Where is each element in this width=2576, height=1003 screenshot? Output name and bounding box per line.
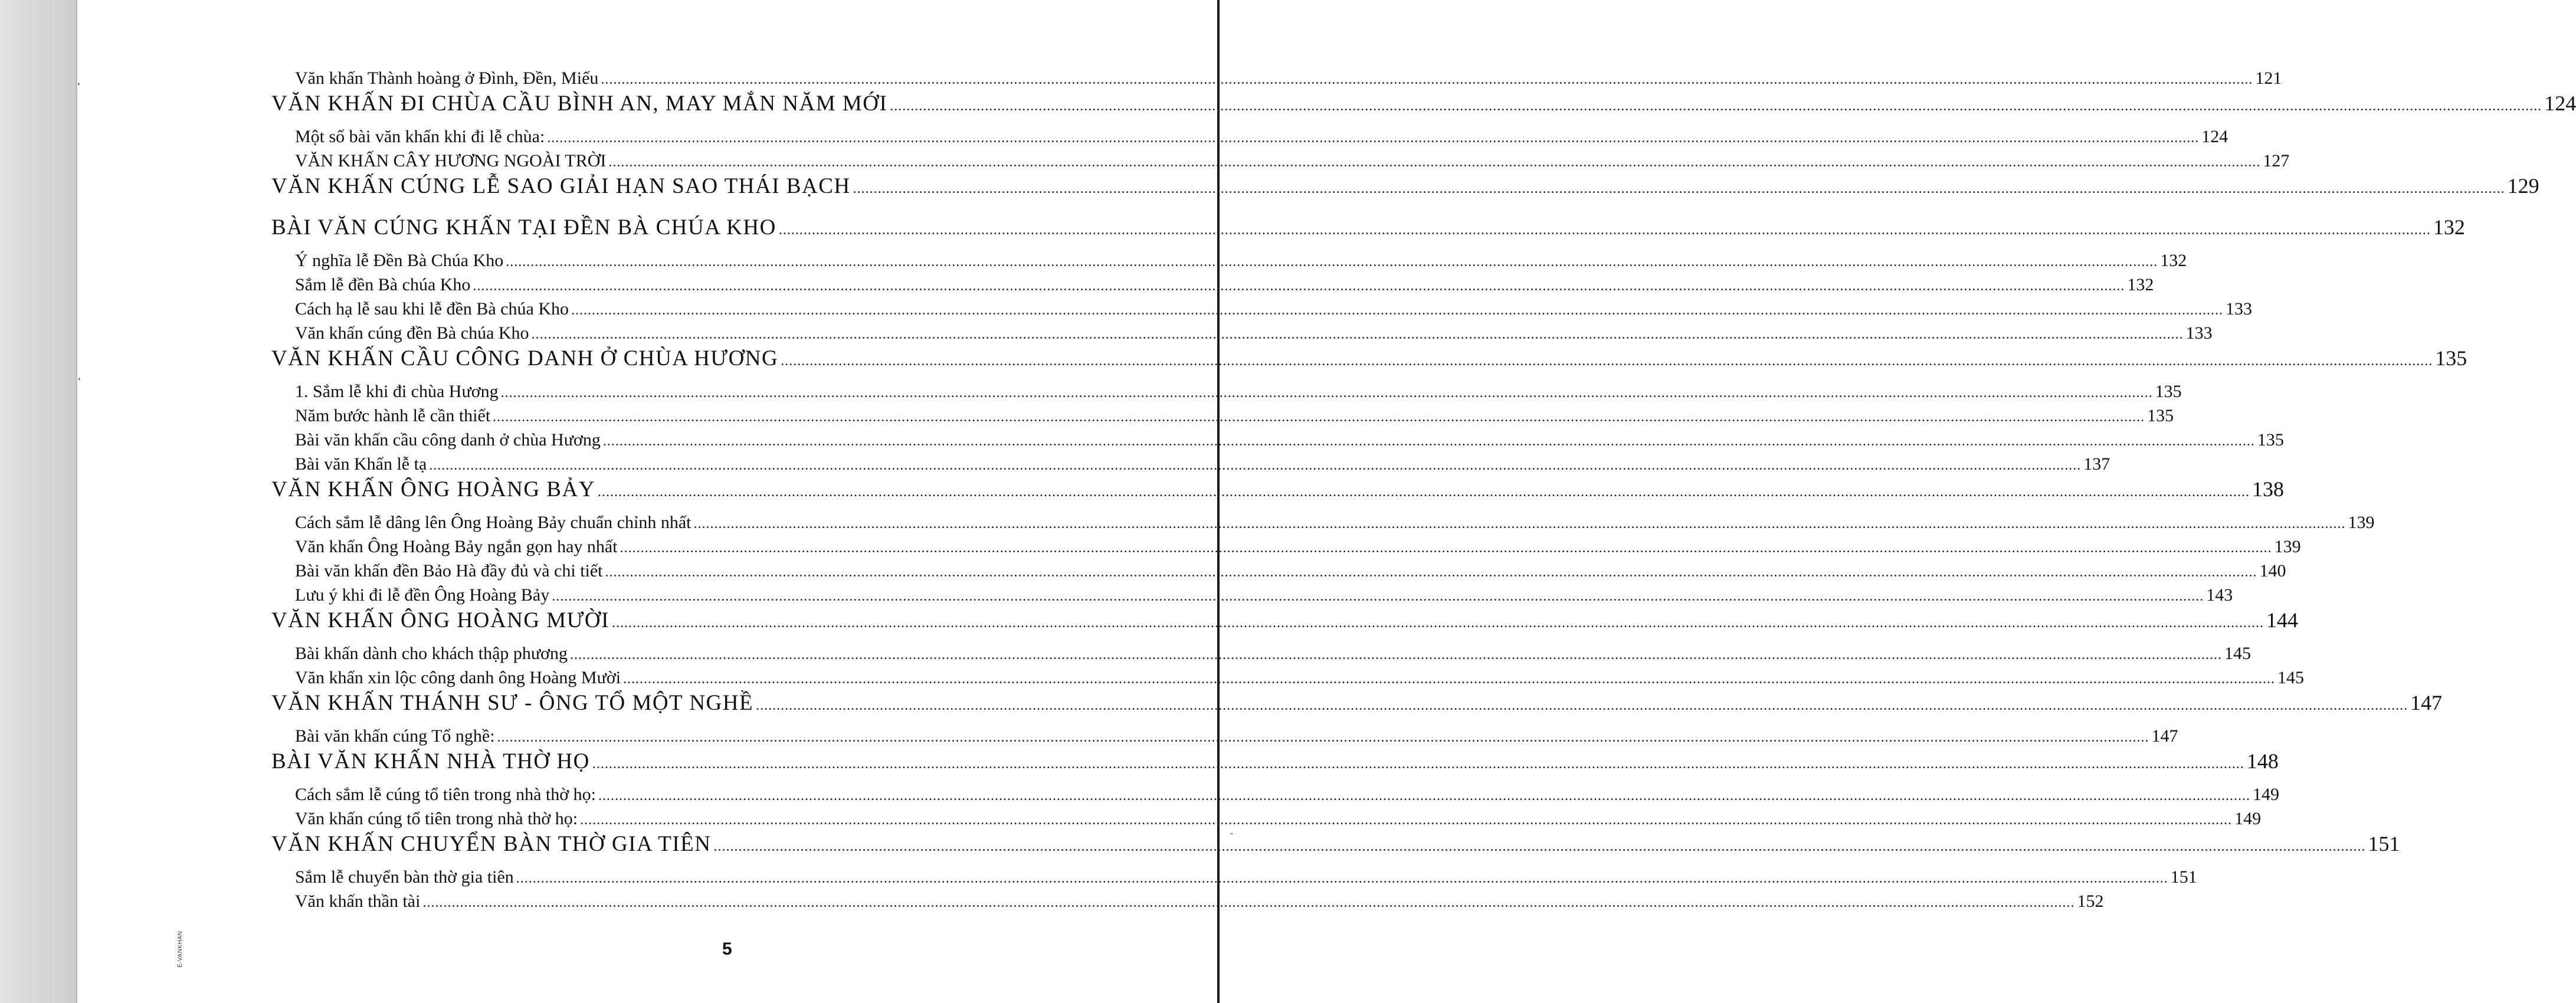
toc-entry-title: VĂN KHẤN CÂY HƯƠNG NGOÀI TRỜI	[295, 151, 607, 171]
toc-page-number: 140	[2259, 561, 2286, 581]
toc-page-number: 151	[2170, 867, 2197, 887]
dot-leader: ................................................................................................................................................................................................................................................................................................................................................................................................................	[516, 871, 2168, 886]
toc-page-number: 143	[2206, 585, 2233, 605]
toc-entry-title: Bài văn khấn cúng Tổ nghề:	[295, 726, 495, 746]
toc-subentry[interactable]	[271, 583, 2233, 607]
toc-section-entry[interactable]	[271, 607, 2298, 633]
toc-entry-title: Văn khấn Ông Hoàng Bảy ngắn gọn hay nhất	[295, 537, 618, 556]
toc-page-number: 121	[2255, 68, 2282, 88]
page-number: 5	[722, 939, 732, 959]
toc-subentry[interactable]	[271, 248, 2187, 273]
toc-section-entry[interactable]	[271, 345, 2467, 371]
toc-subentry[interactable]	[271, 321, 2213, 345]
toc-entry-title: 1. Sắm lễ khi đi chùa Hương	[295, 382, 499, 401]
toc-entry-title: VĂN KHẤN THÁNH SƯ - ÔNG TỔ MỘT NGHỀ	[271, 691, 754, 715]
dot-leader: ................................................................................................................................................................................................................................................................................................................................................................................................................	[547, 130, 2200, 146]
toc-entry-title: Bài văn khấn cầu công danh ở chùa Hương	[295, 430, 601, 450]
toc-subentry[interactable]	[271, 807, 2262, 831]
toc-entry-title: Văn khấn xin lộc công danh ông Hoàng Mười	[295, 668, 621, 687]
toc-entry-title: Bài khấn dành cho khách thập phương	[295, 644, 568, 663]
dot-leader: ................................................................................................................................................................................................................................................................................................................................................................................................................	[853, 181, 2505, 196]
dot-leader: ................................................................................................................................................................................................................................................................................................................................................................................................................	[693, 516, 2346, 532]
dot-leader: ................................................................................................................................................................................................................................................................................................................................................................................................................	[493, 409, 2145, 425]
toc-entry-title: Cách sắm lễ dâng lên Ông Hoàng Bảy chuẩn chỉnh nhất	[295, 513, 691, 532]
toc-subentry[interactable]	[271, 404, 2174, 428]
dot-leader: ................................................................................................................................................................................................................................................................................................................................................................................................................	[781, 353, 2433, 369]
toc-entry-title: Một số bài văn khấn khi đi lễ chùa:	[295, 127, 545, 146]
toc-subentry[interactable]	[271, 428, 2284, 452]
toc-page-number: 152	[2077, 891, 2104, 911]
toc-entry-title: Văn khấn Thành hoàng ở Đình, Đền, Miếu	[295, 68, 599, 88]
binding-edge	[76, 0, 77, 1003]
toc-section-entry[interactable]	[271, 214, 2465, 240]
dot-leader: ................................................................................................................................................................................................................................................................................................................................................................................................................	[571, 303, 2224, 318]
toc-subentry[interactable]	[271, 666, 2305, 690]
toc-subentry[interactable]	[271, 273, 2154, 297]
toc-page-number: 124	[2544, 91, 2576, 115]
dot-leader: ................................................................................................................................................................................................................................................................................................................................................................................................................	[602, 434, 2255, 449]
dot-leader: ................................................................................................................................................................................................................................................................................................................................................................................................................	[473, 278, 2125, 294]
toc-entry-title: Văn khấn cúng tổ tiên trong nhà thờ họ:	[295, 809, 578, 828]
toc-page-number: 149	[2252, 785, 2279, 804]
toc-subentry[interactable]	[271, 66, 2282, 90]
toc-page-number: 145	[2224, 644, 2251, 663]
toc-page-number: 151	[2368, 832, 2400, 856]
toc-subentry[interactable]	[271, 297, 2253, 321]
toc-entry-title: VĂN KHẤN CHUYỂN BÀN THỜ GIA TIÊN	[271, 832, 712, 856]
table-of-contents	[271, 66, 2576, 913]
toc-entry-title: VĂN KHẤN ÔNG HOÀNG MƯỜI	[271, 608, 609, 632]
dot-leader: ................................................................................................................................................................................................................................................................................................................................................................................................................	[570, 647, 2223, 663]
toc-entry-title: BÀI VĂN CÚNG KHẤN TẠI ĐỀN BÀ CHÚA KHO	[271, 215, 776, 240]
dot-leader: ................................................................................................................................................................................................................................................................................................................................................................................................................	[623, 671, 2276, 687]
dot-leader: ................................................................................................................................................................................................................................................................................................................................................................................................................	[506, 254, 2158, 270]
dot-leader: ................................................................................................................................................................................................................................................................................................................................................................................................................	[713, 839, 2366, 854]
toc-page-number: 124	[2201, 127, 2228, 146]
spine-tag: E-VANKHAN	[177, 930, 183, 968]
toc-subentry[interactable]	[271, 724, 2178, 748]
toc-page-number: 135	[2155, 382, 2182, 401]
toc-page-number: 133	[2185, 323, 2213, 343]
toc-section-entry[interactable]	[271, 90, 2576, 116]
toc-page-number: 138	[2251, 477, 2284, 501]
scan-speck	[78, 83, 80, 86]
toc-page-number: 137	[2083, 454, 2110, 474]
dot-leader: ................................................................................................................................................................................................................................................................................................................................................................................................................	[778, 222, 2431, 238]
toc-entry-title: VĂN KHẤN CẦU CÔNG DANH Ở CHÙA HƯƠNG	[271, 346, 779, 371]
dot-leader: ................................................................................................................................................................................................................................................................................................................................................................................................................	[611, 615, 2264, 631]
toc-section-entry[interactable]	[271, 748, 2279, 774]
toc-entry-title: Sắm lễ chuyển bàn thờ gia tiên	[295, 867, 514, 887]
toc-subentry[interactable]	[271, 510, 2375, 535]
toc-page-number: 144	[2266, 608, 2298, 632]
toc-page-number: 145	[2277, 668, 2305, 687]
dot-leader: ................................................................................................................................................................................................................................................................................................................................................................................................................	[597, 484, 2250, 500]
toc-entry-title: VĂN KHẤN ÔNG HOÀNG BẢY	[271, 477, 595, 502]
toc-page-number: 139	[2348, 513, 2375, 532]
toc-page-number: 129	[2507, 174, 2539, 198]
toc-section-entry[interactable]	[271, 173, 2539, 199]
toc-section-entry[interactable]	[271, 476, 2284, 502]
book-binding-shadow	[0, 0, 76, 1003]
toc-entry-title: Văn khấn thần tài	[295, 891, 421, 911]
toc-section-entry[interactable]	[271, 690, 2443, 716]
toc-page-number: 132	[2160, 251, 2187, 270]
toc-entry-title: Sắm lễ đền Bà chúa Kho	[295, 275, 471, 294]
toc-page-number: 147	[2151, 726, 2178, 746]
dot-leader: ................................................................................................................................................................................................................................................................................................................................................................................................................	[601, 72, 2253, 87]
dot-leader: ................................................................................................................................................................................................................................................................................................................................................................................................................	[890, 99, 2542, 114]
toc-subentry[interactable]	[271, 865, 2197, 889]
toc-entry-title: Bài văn Khấn lễ tạ	[295, 454, 427, 474]
toc-page-number: 132	[2433, 215, 2465, 239]
toc-page-number: 149	[2234, 809, 2262, 828]
toc-page-number: 147	[2410, 691, 2443, 714]
toc-entry-title: Lưu ý khi đi lễ đền Ông Hoàng Bảy	[295, 585, 550, 605]
dot-leader: ................................................................................................................................................................................................................................................................................................................................................................................................................	[497, 730, 2149, 745]
toc-subentry[interactable]	[271, 535, 2301, 559]
dot-leader: ................................................................................................................................................................................................................................................................................................................................................................................................................	[605, 565, 2257, 580]
toc-entry-title: BÀI VĂN KHẤN NHÀ THỜ HỌ	[271, 749, 590, 773]
dot-leader: ................................................................................................................................................................................................................................................................................................................................................................................................................	[429, 458, 2082, 473]
toc-entry-title: VĂN KHẤN CÚNG LỄ SAO GIẢI HẠN SAO THÁI BẠCH	[271, 174, 851, 198]
dot-leader: ................................................................................................................................................................................................................................................................................................................................................................................................................	[620, 540, 2272, 556]
scan-speck	[78, 378, 80, 381]
toc-page-number: 133	[2226, 299, 2253, 319]
toc-page-number: 135	[2435, 346, 2467, 370]
toc-subentry[interactable]	[271, 149, 2290, 173]
toc-subentry[interactable]	[271, 452, 2110, 476]
dot-leader: ................................................................................................................................................................................................................................................................................................................................................................................................................	[552, 589, 2204, 604]
toc-subentry[interactable]	[271, 889, 2104, 913]
dot-leader: ................................................................................................................................................................................................................................................................................................................................................................................................................	[756, 698, 2408, 713]
toc-subentry[interactable]	[271, 782, 2279, 807]
dot-leader: ................................................................................................................................................................................................................................................................................................................................................................................................................	[598, 788, 2250, 804]
toc-entry-title: Bài văn khấn đền Bảo Hà đầy đủ và chi tiết	[295, 561, 603, 581]
toc-page-number: 139	[2274, 537, 2301, 556]
toc-subentry[interactable]	[271, 641, 2251, 666]
toc-entry-title: Năm bước hành lễ cần thiết	[295, 406, 491, 425]
toc-subentry[interactable]	[271, 559, 2286, 583]
toc-entry-title: Cách sắm lễ cúng tổ tiên trong nhà thờ họ:	[295, 785, 596, 804]
toc-entry-title: Ý nghĩa lễ Đền Bà Chúa Kho	[295, 251, 504, 270]
dot-leader: ................................................................................................................................................................................................................................................................................................................................................................................................................	[592, 756, 2244, 772]
toc-page-number: 132	[2127, 275, 2154, 294]
toc-entry-title: VĂN KHẤN ĐI CHÙA CẦU BÌNH AN, MAY MẮN NĂM MỚI	[271, 91, 888, 116]
toc-subentry[interactable]	[271, 379, 2182, 404]
dot-leader: ................................................................................................................................................................................................................................................................................................................................................................................................................	[608, 155, 2261, 170]
dot-leader: ................................................................................................................................................................................................................................................................................................................................................................................................................	[580, 812, 2233, 828]
toc-entry-title: Cách hạ lễ sau khi lễ đền Bà chúa Kho	[295, 299, 569, 319]
toc-page-number: 148	[2246, 749, 2279, 773]
scan-speck	[1230, 833, 1233, 834]
toc-page-number: 135	[2257, 430, 2284, 450]
dot-leader: ................................................................................................................................................................................................................................................................................................................................................................................................................	[500, 385, 2153, 401]
toc-page-number: 127	[2263, 151, 2290, 171]
toc-section-entry[interactable]	[271, 831, 2400, 857]
dot-leader: ................................................................................................................................................................................................................................................................................................................................................................................................................	[531, 327, 2184, 342]
toc-page-number: 135	[2147, 406, 2174, 425]
dot-leader: ................................................................................................................................................................................................................................................................................................................................................................................................................	[422, 895, 2075, 910]
toc-entry-title: Văn khấn cúng đền Bà chúa Kho	[295, 323, 529, 343]
toc-subentry[interactable]	[271, 124, 2228, 149]
